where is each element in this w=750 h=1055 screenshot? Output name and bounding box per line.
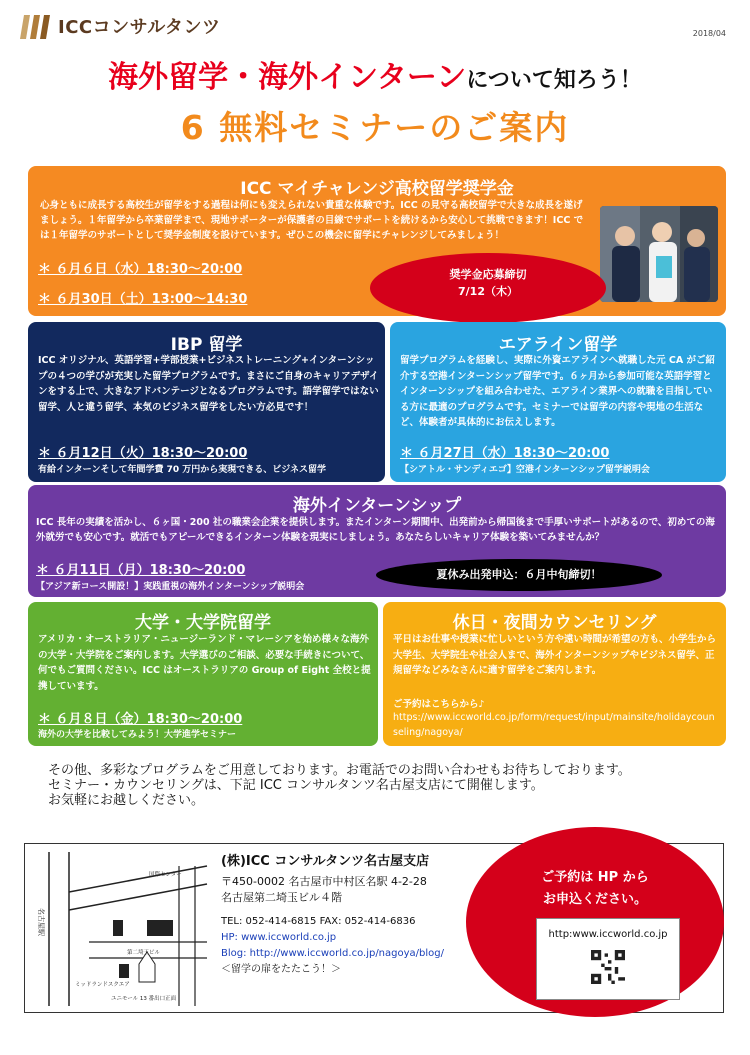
holiday-reserve-link[interactable]: https://www.iccworld.co.jp/form/request/input/mainsite/holidaycounseling/nagoya/ bbox=[393, 712, 715, 738]
page-title-red: 海外留学・海外インターン bbox=[108, 60, 467, 95]
holiday-body: 平日はお仕事や授業に忙しいという方や遠い時間が希望の方も、小学生から大学生、大学院生や社会人まで、海外インターンシップやビジネス留学、正規留学などみなさんに適す留学をご案内します。 bbox=[393, 634, 717, 676]
page-title bbox=[0, 52, 750, 96]
scholarship-date-1: ＊ ６月６日（水）18:30～20:00 bbox=[38, 262, 243, 277]
office-tel-fax: TEL: 052-414-6815 FAX: 052-414-6836 bbox=[221, 916, 416, 927]
qr-code-icon bbox=[588, 950, 628, 984]
ibp-note: 有給インターンそして年間学費 70 万円から実現できる、ビジネス留学 bbox=[38, 465, 326, 475]
access-map bbox=[29, 846, 209, 1012]
university-date: ＊ ６月８日（金）18:30～20:00 bbox=[38, 712, 243, 727]
logo-mark-icon bbox=[20, 12, 60, 42]
office-hp[interactable]: HP: www.iccworld.co.jp bbox=[221, 932, 337, 943]
students-photo bbox=[600, 206, 718, 302]
map-label-unimall: ユニモール 13 番出口正面 bbox=[111, 996, 177, 1002]
issue-date: 2018/04 bbox=[692, 29, 726, 38]
footer-message bbox=[48, 763, 708, 808]
internship-deadline-text: 夏休み出発申込：６月中旬締切！ bbox=[436, 568, 602, 581]
airline-body: 留学プログラムを経験し、実際に外資エアラインへ就職した元 CA がご紹介する空港インターンシップ留学です。６ヶ月から参加可能な英語学習とインターンシップを組み合わせた、エアライン業界への就職を目指している方に最適のプログラムです。セミナーでは留学の内容や現地の生活など、体験者が具体的にお伝えします。 bbox=[400, 355, 716, 428]
scholarship-deadline-date: 7/12（木） bbox=[458, 285, 518, 298]
holiday-reserve-label: ご予約はこちらから♪ bbox=[393, 699, 485, 710]
map-label-kokusai: 国際センター bbox=[149, 872, 182, 878]
university-box bbox=[28, 602, 378, 746]
scholarship-title: ICC マイチャレンジ高校留学奨学金 bbox=[240, 179, 514, 199]
ibp-title: IBP 留学 bbox=[170, 335, 243, 355]
ibp-body: ICC オリジナル、英語学習+学部授業+ビジネストレーニング+インターンシップの４つの学びが充実した留学プログラムです。まさにご自身のキャリアデザインをする上で、大きなアドバンテージとなるプログラムです。語学留学ではない留学、人と違う留学、本気のビジネス留学をしたい方必見です！ bbox=[38, 355, 379, 413]
reserve-line-1: ご予約は HP から bbox=[541, 870, 649, 885]
office-address-1: 〒450-0002 名古屋市中村区名駅 4-2-28 bbox=[221, 875, 427, 888]
map-label-midland: ミッドランドスクエア bbox=[75, 982, 130, 988]
university-note: 海外の大学を比較してみよう！大学進学セミナー bbox=[38, 730, 237, 740]
ibp-box bbox=[28, 322, 385, 482]
footer-line-1: その他、多彩なプログラムをご用意しております。お電話でのお問い合わせもお待ちしております。 bbox=[48, 763, 631, 778]
holiday-box bbox=[383, 602, 726, 746]
reserve-url: http:www.iccworld.co.jp bbox=[548, 929, 668, 940]
airline-box bbox=[390, 322, 726, 482]
airline-title: エアライン留学 bbox=[498, 335, 618, 355]
internship-note: 【アジア新コース開設！】実践重視の海外インターンシップ説明会 bbox=[36, 582, 305, 592]
scholarship-date-2: ＊ ６月30日（土）13:00～14:30 bbox=[38, 292, 248, 307]
page-title-black: について知ろう！ bbox=[466, 68, 642, 93]
reserve-url-box[interactable] bbox=[536, 918, 680, 1000]
university-title: 大学・大学院留学 bbox=[135, 613, 271, 633]
university-body: アメリカ・オーストラリア・ニュージーランド・マレーシアを始め様々な海外の大学・大学院をご案内します。大学選びのご相談、必要な手続きについて、何でもご質問ください。ICC はオーストラリアの Group of Eight 全校と提携しています。 bbox=[38, 634, 371, 692]
logo bbox=[20, 8, 250, 44]
ibp-date: ＊ ６月12日（火）18:30～20:00 bbox=[38, 446, 248, 461]
scholarship-deadline-label: 奨学金応募締切 bbox=[449, 268, 527, 281]
reserve-line-2: お申込ください。 bbox=[542, 892, 647, 907]
footer-line-2: セミナー・カウンセリングは、下記 ICC コンサルタンツ名古屋支店にて開催します。 bbox=[48, 778, 544, 793]
internship-deadline-oval bbox=[376, 559, 662, 591]
page-subtitle: 6 無料セミナーのご案内 bbox=[180, 108, 570, 147]
footer-line-3: お気軽にお越しください。 bbox=[48, 793, 205, 808]
map-label-daini: 第二埼玉ビル bbox=[127, 950, 161, 956]
scholarship-deadline-oval bbox=[370, 253, 606, 323]
holiday-title: 休日・夜間カウンセリング bbox=[452, 613, 657, 633]
internship-body: ICC 長年の実績を活かし、６ヶ国・200 社の職業会企業を提供します。またインターン期間中、出発前から帰国後まで手厚いサポートがあるので、初めての海外就労でも安心です。就活でもアピールできるインターン体験を現実にしましょう。あなたらしいキャリア体験を築いてみませんか？ bbox=[36, 517, 715, 543]
internship-title: 海外インターンシップ bbox=[292, 496, 462, 516]
office-slogan: ＜留学の扉をたたこう！＞ bbox=[221, 964, 341, 975]
scholarship-body: 心身ともに成長する高校生が留学をする過程は何にも変えられない貴重な体験です。ICC の見守る高校留学で大きな成長を遂げましょう。１年留学から卒業留学まで、現地サポーターが保護者の目線でサポートを続けるから安心して挑戦できます！ICC では１年留学のサポートとして奨学金制度を設けています。ぜひこの機会に留学にチャレンジしてみましょう！ bbox=[40, 200, 584, 241]
logo-text: ICCコンサルタンツ bbox=[58, 17, 221, 38]
airline-note: 【シアトル・サンディエゴ】空港インターンシップ留学説明会 bbox=[400, 465, 650, 475]
office-address-2: 名古屋第二埼玉ビル４階 bbox=[221, 891, 342, 904]
office-name: (株)ICC コンサルタンツ名古屋支店 bbox=[221, 854, 430, 869]
map-label-nagoya: 名古屋駅 bbox=[37, 908, 45, 936]
students-photo-image bbox=[600, 206, 718, 302]
airline-date: ＊ ６月27日（水）18:30～20:00 bbox=[400, 446, 610, 461]
office-blog[interactable]: Blog: http://www.iccworld.co.jp/nagoya/blog/ bbox=[221, 948, 444, 959]
internship-date: ＊ ６月11日（月）18:30～20:00 bbox=[36, 563, 246, 578]
